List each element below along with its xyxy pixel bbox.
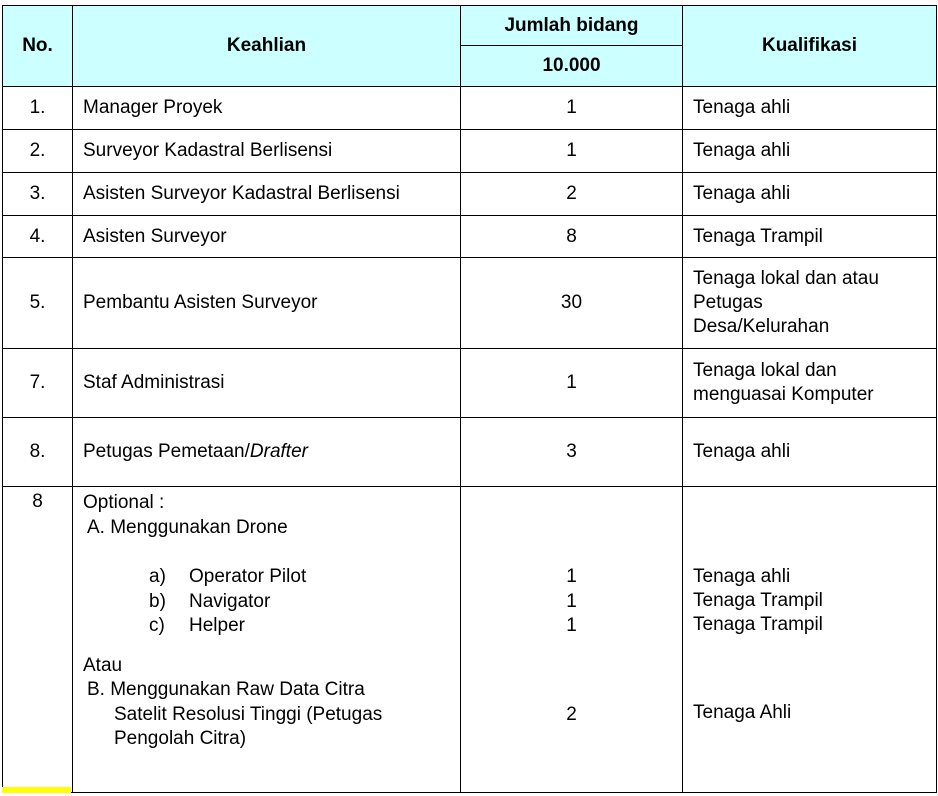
option-b-kualifikasi: Tenaga Ahli [693, 702, 792, 723]
row-kualifikasi: Tenaga ahli [683, 418, 937, 487]
row-jumlah: 1 [461, 349, 683, 418]
option-b-line: B. Menggunakan Raw Data Citra [87, 679, 365, 700]
optional-jumlah [461, 487, 683, 793]
table-row [3, 216, 937, 258]
row-keahlian [73, 418, 461, 487]
header-jumlah-sub: 10.000 [461, 46, 683, 87]
row-kualifikasi: Tenaga ahli [683, 173, 937, 216]
option-a-kualifikasi: Tenaga Trampil [693, 614, 823, 635]
row-kualifikasi [683, 349, 937, 418]
keahlian-text: Petugas Pemetaan/ [83, 441, 250, 462]
option-a-item: a) Operator Pilot [149, 566, 307, 587]
table-row [3, 173, 937, 216]
header-jumlah-bidang: Jumlah bidang [461, 6, 683, 46]
option-a-kualifikasi: Tenaga Trampil [693, 590, 823, 611]
kualifikasi-line: Petugas [693, 292, 763, 313]
row-jumlah: 2 [461, 173, 683, 216]
row-jumlah: 1 [461, 130, 683, 173]
row-kualifikasi: Tenaga ahli [683, 130, 937, 173]
row-no: 7. [3, 349, 73, 418]
optional-atau: Atau [83, 654, 123, 676]
row-jumlah: 30 [461, 258, 683, 349]
yellow-highlight-mark [2, 787, 71, 793]
option-a-item: b) Navigator [149, 590, 271, 612]
option-a-jumlah: 1 [566, 615, 577, 636]
kualifikasi-line: Desa/Kelurahan [693, 316, 830, 337]
option-a-item: c) Helper [149, 615, 245, 636]
row-no: 3. [3, 173, 73, 216]
row-kualifikasi [683, 258, 937, 349]
option-b-jumlah: 2 [566, 703, 577, 725]
row-keahlian: Staf Administrasi [73, 349, 461, 418]
row-kualifikasi: Tenaga ahli [683, 87, 937, 130]
option-b-line: Pengolah Citra) [114, 728, 247, 749]
header-kualifikasi: Kualifikasi [683, 6, 937, 87]
header-keahlian: Keahlian [73, 6, 461, 87]
row-no: 2. [3, 130, 73, 173]
option-b-line: Satelit Resolusi Tinggi (Petugas [114, 703, 383, 725]
option-a-jumlah: 1 [566, 566, 577, 587]
personnel-table [2, 5, 937, 793]
kualifikasi-line: menguasai Komputer [693, 384, 874, 405]
row-no: 8 [3, 487, 73, 793]
row-no: 4. [3, 216, 73, 258]
optional-kualifikasi [683, 487, 937, 793]
row-keahlian: Surveyor Kadastral Berlisensi [73, 130, 461, 173]
table-row [3, 130, 937, 173]
row-jumlah: 8 [461, 216, 683, 258]
table-row [3, 258, 937, 349]
table-row [3, 418, 937, 487]
row-keahlian: Asisten Surveyor [73, 216, 461, 258]
option-a-kualifikasi: Tenaga ahli [693, 566, 791, 587]
option-a-jumlah: 1 [566, 590, 577, 612]
row-kualifikasi: Tenaga Trampil [683, 216, 937, 258]
optional-title: Optional : [83, 492, 165, 513]
kualifikasi-line: Tenaga lokal dan [693, 360, 837, 381]
row-no: 5. [3, 258, 73, 349]
option-a-title: A. Menggunakan Drone [87, 516, 288, 538]
header-no: No. [3, 6, 73, 87]
row-no: 1. [3, 87, 73, 130]
table-row-optional [3, 487, 937, 793]
row-keahlian: Pembantu Asisten Surveyor [73, 258, 461, 349]
row-jumlah: 1 [461, 87, 683, 130]
table-row [3, 87, 937, 130]
kualifikasi-line: Tenaga lokal dan atau [693, 268, 879, 289]
keahlian-italic-text: Drafter [249, 441, 308, 462]
table-row [3, 349, 937, 418]
row-keahlian: Manager Proyek [73, 87, 461, 130]
row-jumlah: 3 [461, 418, 683, 487]
optional-keahlian [73, 487, 461, 793]
row-keahlian: Asisten Surveyor Kadastral Berlisensi [73, 173, 461, 216]
row-no: 8. [3, 418, 73, 487]
